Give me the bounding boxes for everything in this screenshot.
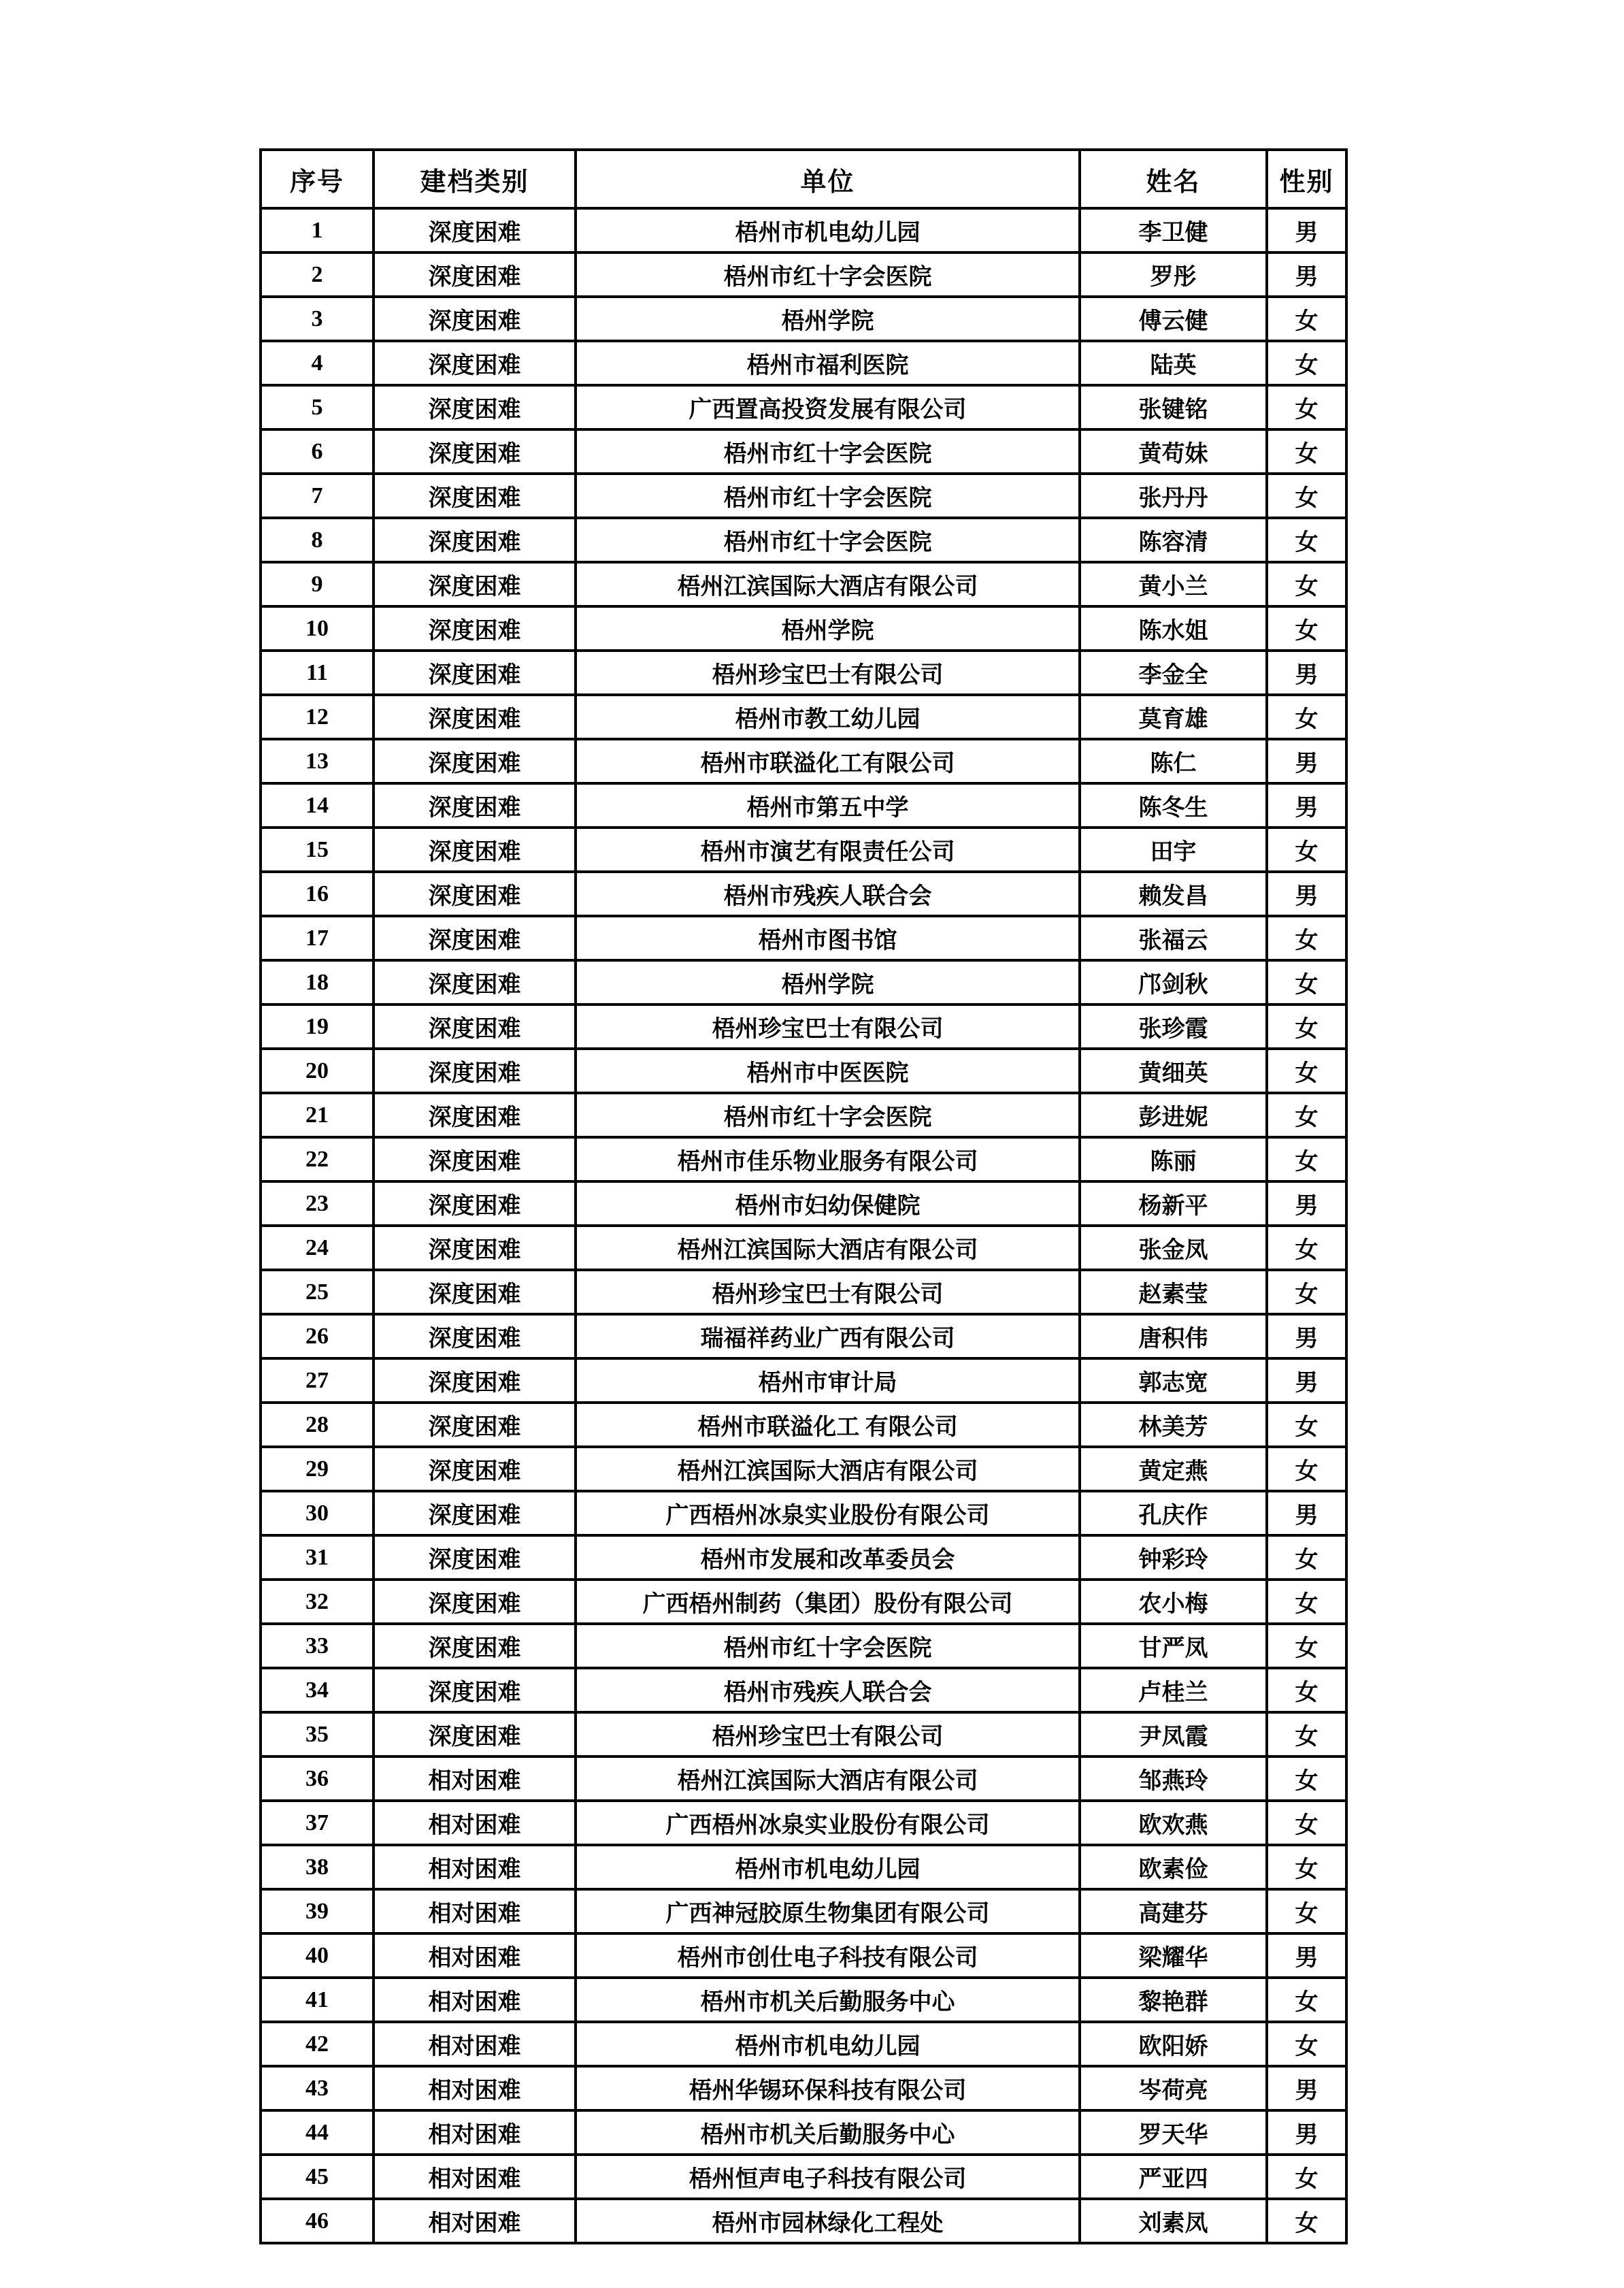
cell-unit: 梧州学院 xyxy=(576,297,1080,341)
cell-unit: 梧州市机关后勤服务中心 xyxy=(576,1978,1080,2022)
cell-unit: 梧州市红十字会医院 xyxy=(576,429,1080,474)
cell-category: 深度困难 xyxy=(374,1004,576,1049)
cell-gender: 男 xyxy=(1267,739,1346,783)
cell-name: 彭进妮 xyxy=(1080,1093,1267,1137)
cell-name: 张珍霞 xyxy=(1080,1004,1267,1049)
cell-unit: 梧州市第五中学 xyxy=(576,783,1080,828)
cell-gender: 男 xyxy=(1267,2066,1346,2110)
cell-gender: 女 xyxy=(1267,385,1346,429)
cell-category: 深度困难 xyxy=(374,1491,576,1535)
table-row xyxy=(261,2110,1346,2155)
cell-index: 26 xyxy=(261,1314,374,1358)
cell-index: 6 xyxy=(261,429,374,474)
cell-index: 9 xyxy=(261,562,374,606)
cell-unit: 梧州江滨国际大酒店有限公司 xyxy=(576,1447,1080,1491)
cell-index: 23 xyxy=(261,1181,374,1226)
cell-unit: 广西梧州冰泉实业股份有限公司 xyxy=(576,1491,1080,1535)
cell-unit: 广西梧州冰泉实业股份有限公司 xyxy=(576,1801,1080,1845)
table-row xyxy=(261,252,1346,297)
cell-category: 相对困难 xyxy=(374,1845,576,1889)
cell-gender: 女 xyxy=(1267,960,1346,1004)
table-row xyxy=(261,1403,1346,1447)
cell-unit: 梧州市红十字会医院 xyxy=(576,518,1080,562)
cell-category: 相对困难 xyxy=(374,2110,576,2155)
table-row xyxy=(261,1889,1346,1933)
cell-unit: 梧州市联溢化工有限公司 xyxy=(576,739,1080,783)
cell-unit: 梧州市创仕电子科技有限公司 xyxy=(576,1933,1080,1978)
cell-gender: 女 xyxy=(1267,429,1346,474)
table-header-row xyxy=(261,150,1346,208)
cell-unit: 梧州市福利医院 xyxy=(576,341,1080,385)
cell-index: 7 xyxy=(261,474,374,518)
cell-name: 罗彤 xyxy=(1080,252,1267,297)
table-row xyxy=(261,1093,1346,1137)
cell-gender: 男 xyxy=(1267,1491,1346,1535)
cell-category: 深度困难 xyxy=(374,208,576,252)
cell-category: 深度困难 xyxy=(374,1358,576,1403)
cell-category: 深度困难 xyxy=(374,695,576,739)
cell-unit: 梧州市红十字会医院 xyxy=(576,474,1080,518)
cell-index: 19 xyxy=(261,1004,374,1049)
col-header-category: 建档类别 xyxy=(374,150,576,208)
cell-category: 深度困难 xyxy=(374,651,576,695)
table-row xyxy=(261,1226,1346,1270)
table-row xyxy=(261,1447,1346,1491)
cell-index: 15 xyxy=(261,828,374,872)
cell-category: 深度困难 xyxy=(374,828,576,872)
table-row xyxy=(261,429,1346,474)
cell-unit: 梧州市图书馆 xyxy=(576,916,1080,960)
cell-unit: 梧州华锡环保科技有限公司 xyxy=(576,2066,1080,2110)
table-row xyxy=(261,1270,1346,1314)
cell-name: 梁耀华 xyxy=(1080,1933,1267,1978)
cell-unit: 梧州珍宝巴士有限公司 xyxy=(576,651,1080,695)
cell-unit: 梧州市红十字会医院 xyxy=(576,252,1080,297)
cell-unit: 梧州市审计局 xyxy=(576,1358,1080,1403)
cell-name: 田宇 xyxy=(1080,828,1267,872)
cell-index: 8 xyxy=(261,518,374,562)
cell-unit: 梧州珍宝巴士有限公司 xyxy=(576,1270,1080,1314)
cell-name: 严亚四 xyxy=(1080,2155,1267,2199)
cell-unit: 梧州学院 xyxy=(576,960,1080,1004)
cell-unit: 梧州恒声电子科技有限公司 xyxy=(576,2155,1080,2199)
cell-index: 18 xyxy=(261,960,374,1004)
cell-category: 深度困难 xyxy=(374,872,576,916)
table-row xyxy=(261,1049,1346,1093)
cell-category: 深度困难 xyxy=(374,1270,576,1314)
cell-unit: 梧州市发展和改革委员会 xyxy=(576,1535,1080,1580)
cell-unit: 梧州市机电幼儿园 xyxy=(576,2022,1080,2066)
cell-index: 13 xyxy=(261,739,374,783)
cell-name: 赵素莹 xyxy=(1080,1270,1267,1314)
cell-unit: 梧州珍宝巴士有限公司 xyxy=(576,1004,1080,1049)
cell-index: 25 xyxy=(261,1270,374,1314)
cell-name: 张金凤 xyxy=(1080,1226,1267,1270)
cell-gender: 女 xyxy=(1267,1668,1346,1712)
cell-gender: 女 xyxy=(1267,1756,1346,1801)
cell-gender: 男 xyxy=(1267,1314,1346,1358)
cell-index: 12 xyxy=(261,695,374,739)
cell-gender: 女 xyxy=(1267,341,1346,385)
table-row xyxy=(261,474,1346,518)
cell-category: 相对困难 xyxy=(374,1801,576,1845)
cell-category: 相对困难 xyxy=(374,2066,576,2110)
col-header-index: 序号 xyxy=(261,150,374,208)
cell-category: 深度困难 xyxy=(374,1668,576,1712)
table-row xyxy=(261,1314,1346,1358)
table-row xyxy=(261,1624,1346,1668)
cell-gender: 男 xyxy=(1267,651,1346,695)
cell-name: 钟彩玲 xyxy=(1080,1535,1267,1580)
cell-unit: 梧州市教工幼儿园 xyxy=(576,695,1080,739)
cell-name: 陈冬生 xyxy=(1080,783,1267,828)
table-row xyxy=(261,1181,1346,1226)
cell-unit: 广西梧州制药（集团）股份有限公司 xyxy=(576,1580,1080,1624)
cell-unit: 广西置高投资发展有限公司 xyxy=(576,385,1080,429)
table-row xyxy=(261,1004,1346,1049)
cell-category: 深度困难 xyxy=(374,1137,576,1181)
cell-name: 陈丽 xyxy=(1080,1137,1267,1181)
cell-name: 邹燕玲 xyxy=(1080,1756,1267,1801)
cell-category: 深度困难 xyxy=(374,474,576,518)
cell-category: 深度困难 xyxy=(374,1181,576,1226)
cell-index: 24 xyxy=(261,1226,374,1270)
cell-unit: 广西神冠胶原生物集团有限公司 xyxy=(576,1889,1080,1933)
cell-gender: 男 xyxy=(1267,1358,1346,1403)
cell-name: 傅云健 xyxy=(1080,297,1267,341)
table-row xyxy=(261,2066,1346,2110)
cell-name: 莫育雄 xyxy=(1080,695,1267,739)
table-row xyxy=(261,695,1346,739)
cell-index: 21 xyxy=(261,1093,374,1137)
cell-name: 罗天华 xyxy=(1080,2110,1267,2155)
cell-name: 刘素凤 xyxy=(1080,2199,1267,2243)
cell-category: 相对困难 xyxy=(374,2155,576,2199)
cell-gender: 男 xyxy=(1267,783,1346,828)
cell-index: 36 xyxy=(261,1756,374,1801)
cell-gender: 男 xyxy=(1267,872,1346,916)
cell-category: 深度困难 xyxy=(374,1403,576,1447)
cell-category: 深度困难 xyxy=(374,518,576,562)
cell-name: 李金全 xyxy=(1080,651,1267,695)
cell-category: 深度困难 xyxy=(374,960,576,1004)
cell-category: 深度困难 xyxy=(374,1624,576,1668)
cell-name: 张丹丹 xyxy=(1080,474,1267,518)
cell-gender: 女 xyxy=(1267,1845,1346,1889)
cell-unit: 梧州市红十字会医院 xyxy=(576,1093,1080,1137)
table-row xyxy=(261,518,1346,562)
cell-unit: 梧州市机关后勤服务中心 xyxy=(576,2110,1080,2155)
cell-index: 35 xyxy=(261,1712,374,1756)
cell-name: 李卫健 xyxy=(1080,208,1267,252)
cell-gender: 男 xyxy=(1267,1181,1346,1226)
cell-unit: 梧州市联溢化工 有限公司 xyxy=(576,1403,1080,1447)
table-row xyxy=(261,1668,1346,1712)
cell-index: 37 xyxy=(261,1801,374,1845)
cell-category: 深度困难 xyxy=(374,385,576,429)
cell-index: 43 xyxy=(261,2066,374,2110)
cell-index: 22 xyxy=(261,1137,374,1181)
cell-gender: 男 xyxy=(1267,252,1346,297)
cell-index: 30 xyxy=(261,1491,374,1535)
cell-index: 46 xyxy=(261,2199,374,2243)
table-row xyxy=(261,2199,1346,2243)
cell-name: 张键铭 xyxy=(1080,385,1267,429)
cell-name: 陈水姐 xyxy=(1080,606,1267,651)
table-row xyxy=(261,1712,1346,1756)
cell-name: 郭志宽 xyxy=(1080,1358,1267,1403)
cell-index: 41 xyxy=(261,1978,374,2022)
cell-index: 16 xyxy=(261,872,374,916)
cell-category: 深度困难 xyxy=(374,297,576,341)
cell-gender: 女 xyxy=(1267,1004,1346,1049)
cell-unit: 梧州市残疾人联合会 xyxy=(576,872,1080,916)
cell-index: 2 xyxy=(261,252,374,297)
cell-gender: 女 xyxy=(1267,474,1346,518)
table-row xyxy=(261,916,1346,960)
cell-gender: 女 xyxy=(1267,2022,1346,2066)
cell-gender: 女 xyxy=(1267,1580,1346,1624)
cell-name: 赖发昌 xyxy=(1080,872,1267,916)
table-row xyxy=(261,1978,1346,2022)
cell-index: 39 xyxy=(261,1889,374,1933)
cell-name: 林美芳 xyxy=(1080,1403,1267,1447)
cell-gender: 女 xyxy=(1267,828,1346,872)
cell-unit: 梧州市机电幼儿园 xyxy=(576,208,1080,252)
cell-name: 黄定燕 xyxy=(1080,1447,1267,1491)
cell-category: 深度困难 xyxy=(374,783,576,828)
cell-unit: 梧州江滨国际大酒店有限公司 xyxy=(576,562,1080,606)
cell-index: 10 xyxy=(261,606,374,651)
cell-gender: 女 xyxy=(1267,297,1346,341)
cell-name: 欧欢燕 xyxy=(1080,1801,1267,1845)
table-row xyxy=(261,1845,1346,1889)
cell-gender: 女 xyxy=(1267,1624,1346,1668)
cell-unit: 梧州珍宝巴士有限公司 xyxy=(576,1712,1080,1756)
cell-index: 34 xyxy=(261,1668,374,1712)
cell-name: 邝剑秋 xyxy=(1080,960,1267,1004)
table-row xyxy=(261,1491,1346,1535)
table-body xyxy=(261,208,1346,2243)
cell-gender: 女 xyxy=(1267,1093,1346,1137)
cell-gender: 女 xyxy=(1267,1889,1346,1933)
records-table xyxy=(259,148,1348,2244)
cell-gender: 女 xyxy=(1267,1978,1346,2022)
col-header-gender: 性别 xyxy=(1267,150,1346,208)
cell-gender: 男 xyxy=(1267,208,1346,252)
cell-index: 14 xyxy=(261,783,374,828)
cell-index: 44 xyxy=(261,2110,374,2155)
cell-name: 陆英 xyxy=(1080,341,1267,385)
table-row xyxy=(261,385,1346,429)
table-row xyxy=(261,1137,1346,1181)
cell-category: 深度困难 xyxy=(374,1314,576,1358)
cell-category: 深度困难 xyxy=(374,606,576,651)
cell-index: 42 xyxy=(261,2022,374,2066)
table-row xyxy=(261,828,1346,872)
cell-category: 深度困难 xyxy=(374,1049,576,1093)
table-row xyxy=(261,2155,1346,2199)
col-header-name: 姓名 xyxy=(1080,150,1267,208)
table-row xyxy=(261,341,1346,385)
cell-index: 31 xyxy=(261,1535,374,1580)
cell-name: 黄小兰 xyxy=(1080,562,1267,606)
cell-name: 黄苟妹 xyxy=(1080,429,1267,474)
cell-name: 欧素俭 xyxy=(1080,1845,1267,1889)
header-row xyxy=(261,150,1346,208)
cell-name: 卢桂兰 xyxy=(1080,1668,1267,1712)
cell-gender: 女 xyxy=(1267,695,1346,739)
table-row xyxy=(261,872,1346,916)
cell-name: 尹凤霞 xyxy=(1080,1712,1267,1756)
cell-name: 岑荷亮 xyxy=(1080,2066,1267,2110)
cell-gender: 女 xyxy=(1267,1801,1346,1845)
cell-category: 深度困难 xyxy=(374,1226,576,1270)
cell-name: 高建芬 xyxy=(1080,1889,1267,1933)
cell-name: 张福云 xyxy=(1080,916,1267,960)
table-row xyxy=(261,606,1346,651)
table-row xyxy=(261,1756,1346,1801)
table-row xyxy=(261,1535,1346,1580)
cell-index: 32 xyxy=(261,1580,374,1624)
table-row xyxy=(261,1933,1346,1978)
cell-index: 4 xyxy=(261,341,374,385)
cell-gender: 女 xyxy=(1267,1137,1346,1181)
cell-category: 深度困难 xyxy=(374,252,576,297)
cell-unit: 梧州学院 xyxy=(576,606,1080,651)
cell-index: 20 xyxy=(261,1049,374,1093)
cell-category: 深度困难 xyxy=(374,1580,576,1624)
cell-gender: 女 xyxy=(1267,1226,1346,1270)
cell-gender: 女 xyxy=(1267,1403,1346,1447)
cell-category: 相对困难 xyxy=(374,1756,576,1801)
cell-name: 唐积伟 xyxy=(1080,1314,1267,1358)
table-row xyxy=(261,783,1346,828)
table-row xyxy=(261,739,1346,783)
cell-category: 深度困难 xyxy=(374,916,576,960)
cell-category: 深度困难 xyxy=(374,429,576,474)
cell-name: 孔庆作 xyxy=(1080,1491,1267,1535)
cell-category: 深度困难 xyxy=(374,341,576,385)
table-row xyxy=(261,1580,1346,1624)
cell-index: 17 xyxy=(261,916,374,960)
cell-gender: 女 xyxy=(1267,1270,1346,1314)
table-row xyxy=(261,651,1346,695)
cell-name: 陈仁 xyxy=(1080,739,1267,783)
table-row xyxy=(261,1358,1346,1403)
col-header-unit: 单位 xyxy=(576,150,1080,208)
cell-category: 深度困难 xyxy=(374,1447,576,1491)
cell-name: 黄细英 xyxy=(1080,1049,1267,1093)
cell-unit: 梧州市演艺有限责任公司 xyxy=(576,828,1080,872)
table-row xyxy=(261,297,1346,341)
cell-unit: 梧州江滨国际大酒店有限公司 xyxy=(576,1756,1080,1801)
cell-index: 45 xyxy=(261,2155,374,2199)
cell-gender: 女 xyxy=(1267,518,1346,562)
cell-index: 1 xyxy=(261,208,374,252)
cell-name: 甘严凤 xyxy=(1080,1624,1267,1668)
cell-category: 深度困难 xyxy=(374,562,576,606)
cell-gender: 女 xyxy=(1267,1447,1346,1491)
cell-unit: 梧州市佳乐物业服务有限公司 xyxy=(576,1137,1080,1181)
cell-category: 相对困难 xyxy=(374,1933,576,1978)
cell-gender: 女 xyxy=(1267,562,1346,606)
cell-index: 3 xyxy=(261,297,374,341)
cell-unit: 瑞福祥药业广西有限公司 xyxy=(576,1314,1080,1358)
cell-index: 11 xyxy=(261,651,374,695)
cell-gender: 女 xyxy=(1267,1049,1346,1093)
cell-unit: 梧州市残疾人联合会 xyxy=(576,1668,1080,1712)
table-row xyxy=(261,960,1346,1004)
cell-category: 深度困难 xyxy=(374,1535,576,1580)
cell-gender: 女 xyxy=(1267,2155,1346,2199)
cell-gender: 男 xyxy=(1267,1933,1346,1978)
cell-gender: 男 xyxy=(1267,2110,1346,2155)
table-row xyxy=(261,2022,1346,2066)
cell-gender: 女 xyxy=(1267,2199,1346,2243)
cell-gender: 女 xyxy=(1267,916,1346,960)
cell-index: 5 xyxy=(261,385,374,429)
cell-name: 陈容清 xyxy=(1080,518,1267,562)
cell-gender: 女 xyxy=(1267,1712,1346,1756)
cell-name: 欧阳娇 xyxy=(1080,2022,1267,2066)
cell-category: 深度困难 xyxy=(374,1712,576,1756)
cell-category: 相对困难 xyxy=(374,2199,576,2243)
cell-category: 深度困难 xyxy=(374,739,576,783)
cell-category: 相对困难 xyxy=(374,1978,576,2022)
cell-unit: 梧州市园林绿化工程处 xyxy=(576,2199,1080,2243)
cell-unit: 梧州市红十字会医院 xyxy=(576,1624,1080,1668)
cell-gender: 女 xyxy=(1267,606,1346,651)
cell-index: 33 xyxy=(261,1624,374,1668)
cell-unit: 梧州市中医医院 xyxy=(576,1049,1080,1093)
cell-category: 相对困难 xyxy=(374,1889,576,1933)
cell-unit: 梧州市机电幼儿园 xyxy=(576,1845,1080,1889)
cell-index: 29 xyxy=(261,1447,374,1491)
cell-index: 38 xyxy=(261,1845,374,1889)
cell-name: 黎艳群 xyxy=(1080,1978,1267,2022)
table-row xyxy=(261,1801,1346,1845)
cell-name: 农小梅 xyxy=(1080,1580,1267,1624)
table-row xyxy=(261,208,1346,252)
cell-gender: 女 xyxy=(1267,1535,1346,1580)
cell-index: 28 xyxy=(261,1403,374,1447)
cell-unit: 梧州市妇幼保健院 xyxy=(576,1181,1080,1226)
cell-index: 40 xyxy=(261,1933,374,1978)
cell-category: 深度困难 xyxy=(374,1093,576,1137)
cell-unit: 梧州江滨国际大酒店有限公司 xyxy=(576,1226,1080,1270)
table-row xyxy=(261,562,1346,606)
cell-name: 杨新平 xyxy=(1080,1181,1267,1226)
cell-category: 相对困难 xyxy=(374,2022,576,2066)
cell-index: 27 xyxy=(261,1358,374,1403)
